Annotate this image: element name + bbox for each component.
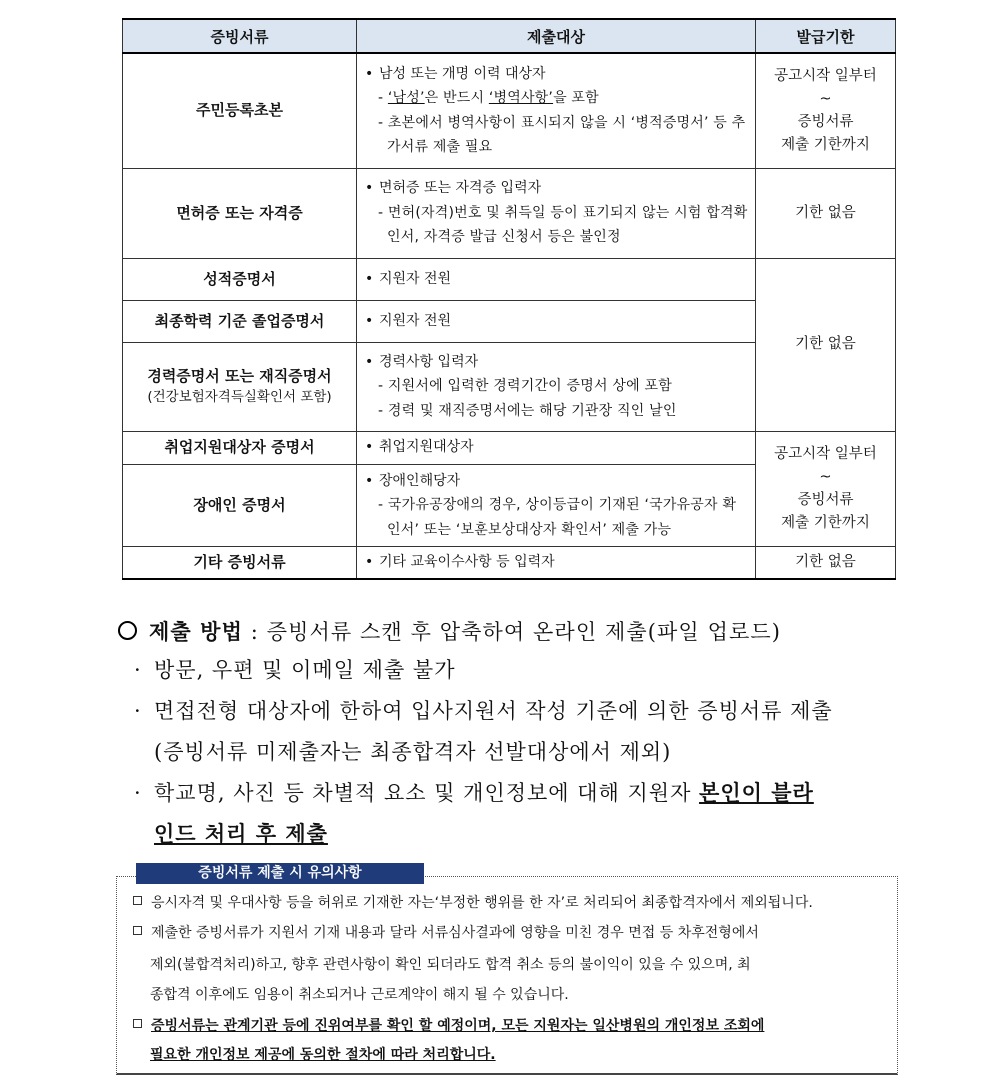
caution-line: 응시자격 및 우대사항 등을 허위로 기재한 자는‘부정한 행위를 한 자’로 처리되어 최종합격자에서 제외됩니다.	[133, 893, 813, 913]
target-item: • 남성 또는 개명 이력 대상자	[365, 62, 749, 87]
row-deadline: 공고시작 일부터 ~ 증빙서류 제출 기한까지	[756, 53, 896, 168]
row-name: 주민등록초본	[123, 53, 357, 168]
row-target	[357, 547, 756, 579]
table-row	[123, 168, 896, 258]
caution-box	[116, 876, 898, 1075]
target-note: - 지원서에 입력한 경력기간이 증명서 상에 포함	[365, 374, 749, 399]
header-target: 제출대상	[357, 19, 756, 53]
row-name: 면허증 또는 자격증	[123, 168, 357, 258]
method-label: 제출 방법	[149, 619, 243, 644]
table-header-row	[123, 19, 896, 53]
target-item: • 경력사항 입력자	[365, 350, 749, 375]
row-deadline: 기한 없음	[756, 168, 896, 258]
table-row	[123, 258, 896, 300]
row-name: 성적증명서	[123, 258, 357, 300]
row-name: 경력증명서 또는 재직증명서 (건강보험자격득실확인서 포함)	[123, 342, 357, 431]
method-bullet: · 면접전형 대상자에 한하여 입사지원서 작성 기준에 의한 증빙서류 제출	[134, 699, 833, 723]
target-note: - 국가유공장애의 경우, 상이등급이 기재된 ‘국가유공자 확인서’ 또는 ‘보훈보상대상자 확인서’ 제출 가능	[365, 493, 749, 542]
target-item: • 취업지원대상자	[365, 435, 749, 460]
row-deadline: 기한 없음	[756, 258, 896, 431]
row-name: 장애인 증명서	[123, 464, 357, 547]
row-target	[357, 300, 756, 342]
row-name: 취업지원대상자 증명서	[123, 431, 357, 464]
row-name: 기타 증빙서류	[123, 547, 357, 579]
row-name: 최종학력 기준 졸업증명서	[123, 300, 357, 342]
method-bullet: · 방문, 우편 및 이메일 제출 불가	[134, 658, 456, 682]
row-target	[357, 342, 756, 431]
row-deadline: 공고시작 일부터 ~ 증빙서류 제출 기한까지	[756, 431, 896, 547]
target-item: • 지원자 전원	[365, 267, 749, 292]
square-bullet-icon	[133, 926, 142, 935]
target-item: • 지원자 전원	[365, 309, 749, 334]
target-item: • 면허증 또는 자격증 입력자	[365, 176, 749, 201]
caution-line: 증빙서류는 관계기관 등에 진위여부를 확인 할 예정이며, 모든 지원자는 일산병원의 개인정보 조회에	[133, 1016, 764, 1036]
circle-bullet-icon	[118, 621, 137, 640]
submission-method: 제출 방법 : 증빙서류 스캔 후 압축하여 온라인 제출(파일 업로드)	[118, 618, 781, 646]
square-bullet-icon	[133, 896, 142, 905]
caution-line: 제출한 증빙서류가 지원서 기재 내용과 달라 서류심사결과에 영향을 미친 경우 면접 등 차후전형에서	[133, 923, 759, 943]
method-bullet-continued: 인드 처리 후 제출	[154, 821, 328, 846]
square-bullet-icon	[133, 1019, 142, 1028]
table-row	[123, 431, 896, 464]
target-item: • 장애인해당자	[365, 469, 749, 494]
caution-line: 필요한 개인정보 제공에 동의한 절차에 따라 처리합니다.	[150, 1047, 496, 1063]
method-bullet-continued: (증빙서류 미제출자는 최종합격자 선발대상에서 제외)	[154, 740, 672, 764]
method-bullet: · 학교명, 사진 등 차별적 요소 및 개인정보에 대해 지원자 본인이 블라	[134, 780, 814, 805]
caution-line: 제외(불합격처리)하고, 향후 관련사항이 확인 되더라도 합격 취소 등의 불이익이 있을 수 있으며, 최	[150, 957, 751, 973]
target-item: • 기타 교육이수사항 등 입력자	[365, 550, 749, 575]
target-note: - 면허(자격)번호 및 취득일 등이 표기되지 않는 시험 합격확인서, 자격증 발급 신청서 등은 불인정	[365, 201, 749, 250]
row-target	[357, 53, 756, 168]
header-deadline: 발급기한	[756, 19, 896, 53]
caution-line: 종합격 이후에도 임용이 취소되거나 근로계약이 해지 될 수 있습니다.	[150, 987, 569, 1003]
header-documents: 증빙서류	[123, 19, 357, 53]
table-row	[123, 53, 896, 168]
row-target	[357, 168, 756, 258]
target-note: - ‘남성’은 반드시 ‘병역사항’을 포함	[365, 86, 749, 111]
row-deadline: 기한 없음	[756, 547, 896, 579]
method-text: 증빙서류 스캔 후 압축하여 온라인 제출(파일 업로드)	[266, 620, 782, 644]
row-target	[357, 431, 756, 464]
documents-table	[122, 18, 896, 580]
target-note: - 초본에서 병역사항이 표시되지 않을 시 ‘병적증명서’ 등 추가서류 제출 필요	[365, 111, 749, 160]
table-row	[123, 547, 896, 579]
row-target	[357, 464, 756, 547]
row-target	[357, 258, 756, 300]
caution-title: 증빙서류 제출 시 유의사항	[136, 863, 424, 884]
target-note: - 경력 및 재직증명서에는 해당 기관장 직인 날인	[365, 399, 749, 424]
